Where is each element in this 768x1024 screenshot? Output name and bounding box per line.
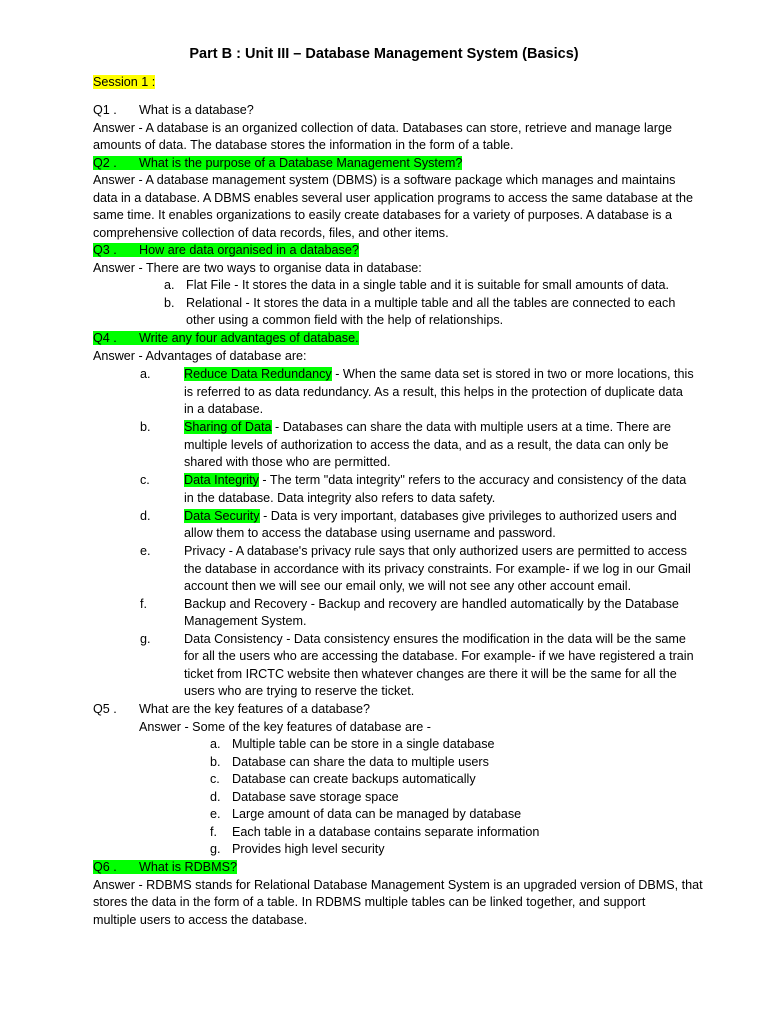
session-highlight: Session 1 : bbox=[93, 75, 156, 89]
list-item-line: the database in accordance with its privacy constraints. For example- if we log in our Gmail bbox=[184, 561, 691, 576]
q1-answer-line: amounts of data. The database stores the information in the form of a table. bbox=[93, 138, 514, 152]
list-item-line: Management System. bbox=[184, 614, 307, 628]
item-text: - Databases can share the data with multiple users at a time. There are bbox=[271, 420, 671, 434]
list-item-line: is referred to as data redundancy. As a result, this helps in the protection of duplicate data bbox=[184, 384, 683, 399]
q2-answer-line: Answer - A database management system (DBMS) is a software package which manages and maintains bbox=[93, 173, 676, 187]
list-item-line: in the database. Data integrity also refers to data safety. bbox=[184, 490, 496, 505]
q4-question: Write any four advantages of database. bbox=[139, 331, 359, 345]
list-item-line bbox=[184, 472, 686, 490]
list-item-line: Privacy - A database's privacy rule says that only authorized users are permitted to access bbox=[184, 544, 687, 558]
q3-answer-intro: Answer - There are two ways to organise data in database: bbox=[93, 260, 422, 275]
list-item-line: multiple levels of authorization to access the data, and as a result, the data can only be bbox=[184, 437, 669, 452]
q5-question: What are the key features of a database? bbox=[139, 702, 371, 716]
q1-number: Q1 . bbox=[93, 103, 117, 117]
item-text: - When the same data set is stored in two or more locations, this bbox=[331, 367, 694, 381]
q6-answer-line: multiple users to access the database. bbox=[93, 912, 308, 927]
list-marker: c. bbox=[210, 772, 220, 786]
list-marker: a. bbox=[164, 278, 175, 292]
q2-question: What is the purpose of a Database Management System? bbox=[139, 155, 463, 170]
q3-highlight bbox=[93, 243, 359, 257]
list-item-line: Data Consistency - Data consistency ensures the modification in the data will be the same bbox=[184, 631, 686, 646]
q3-question: How are data organised in a database? bbox=[139, 243, 359, 257]
list-item-line: users who are trying to reserve the ticket. bbox=[184, 684, 415, 698]
list-item-line: Multiple table can be store in a single database bbox=[232, 737, 495, 751]
q3-heading bbox=[93, 242, 359, 260]
q2-answer-line: same time. It enables organizations to easily create databases for a variety of purposes. A database is a bbox=[93, 208, 672, 222]
list-item-line: Provides high level security bbox=[232, 842, 385, 856]
list-item-line: for all the users who are accessing the database. For example- if we have registered a train bbox=[184, 649, 694, 663]
list-item-line: Backup and Recovery - Backup and recovery are handled automatically by the Database bbox=[184, 596, 679, 611]
list-item-line: shared with those who are permitted. bbox=[184, 455, 391, 469]
q6-answer-line: Answer - RDBMS stands for Relational Database Management System is an upgraded version of DBMS, that bbox=[93, 877, 703, 892]
list-item-line bbox=[184, 508, 677, 526]
term-highlight: Data Integrity bbox=[184, 473, 259, 487]
q3-number: Q3 . bbox=[93, 243, 117, 257]
q6-heading bbox=[93, 859, 237, 877]
page-title: Part B : Unit III – Database Management System (Basics) bbox=[189, 46, 579, 62]
list-item-line: Each table in a database contains separate information bbox=[232, 824, 540, 839]
list-item-line: Database save storage space bbox=[232, 789, 399, 804]
list-item-line: ticket from IRCTC website then whatever changes are there it will be the same for all the bbox=[184, 666, 677, 681]
list-marker: g. bbox=[210, 842, 221, 856]
term-highlight: Sharing of Data bbox=[184, 420, 272, 434]
term-highlight: Reduce Data Redundancy bbox=[184, 367, 332, 381]
q4-answer-intro: Answer - Advantages of database are: bbox=[93, 348, 307, 363]
list-marker: d. bbox=[210, 789, 221, 804]
list-marker: f. bbox=[140, 596, 147, 611]
q2-answer-line: data in a database. A DBMS enables several user application programs to access the same database at the bbox=[93, 190, 693, 205]
q2-number: Q2 . bbox=[93, 155, 117, 170]
list-item-line: Large amount of data can be managed by database bbox=[232, 807, 522, 821]
item-text: - Data is very important, databases give privileges to authorized users and bbox=[259, 508, 677, 523]
list-marker: e. bbox=[210, 807, 221, 821]
list-item-line: allow them to access the database using username and password. bbox=[184, 526, 556, 540]
list-item-line: other using a common field with the help of relationships. bbox=[186, 313, 504, 327]
list-marker: a. bbox=[140, 367, 151, 381]
list-marker: a. bbox=[210, 737, 221, 751]
q1-heading bbox=[93, 102, 254, 120]
list-marker: b. bbox=[140, 420, 151, 434]
list-marker: f. bbox=[210, 824, 217, 839]
list-marker: b. bbox=[210, 754, 221, 769]
list-item-line: Database can create backups automatically bbox=[232, 772, 476, 786]
list-item-line: Database can share the data to multiple users bbox=[232, 754, 489, 769]
item-text: - The term "data integrity" refers to the accuracy and consistency of the data bbox=[258, 473, 687, 487]
q5-answer-intro: Answer - Some of the key features of database are - bbox=[139, 719, 431, 734]
list-item-line: Relational - It stores the data in a multiple table and all the tables are connected to each bbox=[186, 295, 676, 310]
list-item-line: Flat File - It stores the data in a single table and it is suitable for small amounts of data. bbox=[186, 278, 670, 292]
q1-question: What is a database? bbox=[139, 103, 254, 117]
q4-number: Q4 . bbox=[93, 331, 117, 345]
list-marker: c. bbox=[140, 473, 150, 487]
q2-highlight bbox=[93, 156, 462, 170]
list-item-line bbox=[184, 366, 694, 384]
session-label bbox=[93, 74, 155, 92]
list-item-line: account then we will see our email only, we will not see any other account email. bbox=[184, 579, 632, 593]
q6-number: Q6 . bbox=[93, 860, 117, 874]
q5-number: Q5 . bbox=[93, 702, 117, 716]
list-item-line bbox=[184, 419, 671, 437]
list-marker: g. bbox=[140, 631, 151, 646]
q6-question: What is RDBMS? bbox=[139, 860, 237, 874]
q6-answer-line: stores the data in the form of a table. In RDBMS multiple tables can be linked together, and support bbox=[93, 895, 646, 909]
list-marker: d. bbox=[140, 508, 151, 523]
list-marker: e. bbox=[140, 544, 151, 558]
q4-highlight bbox=[93, 331, 359, 345]
q4-heading bbox=[93, 330, 359, 348]
q2-answer-line: comprehensive collection of data records, files, and other items. bbox=[93, 225, 449, 240]
q1-answer-line: Answer - A database is an organized collection of data. Databases can store, retrieve and manage large bbox=[93, 120, 672, 135]
q2-heading bbox=[93, 155, 462, 173]
q5-heading bbox=[93, 701, 370, 719]
q6-highlight bbox=[93, 860, 237, 874]
list-marker: b. bbox=[164, 295, 175, 310]
list-item-line: in a database. bbox=[184, 402, 264, 416]
term-highlight: Data Security bbox=[184, 508, 260, 523]
